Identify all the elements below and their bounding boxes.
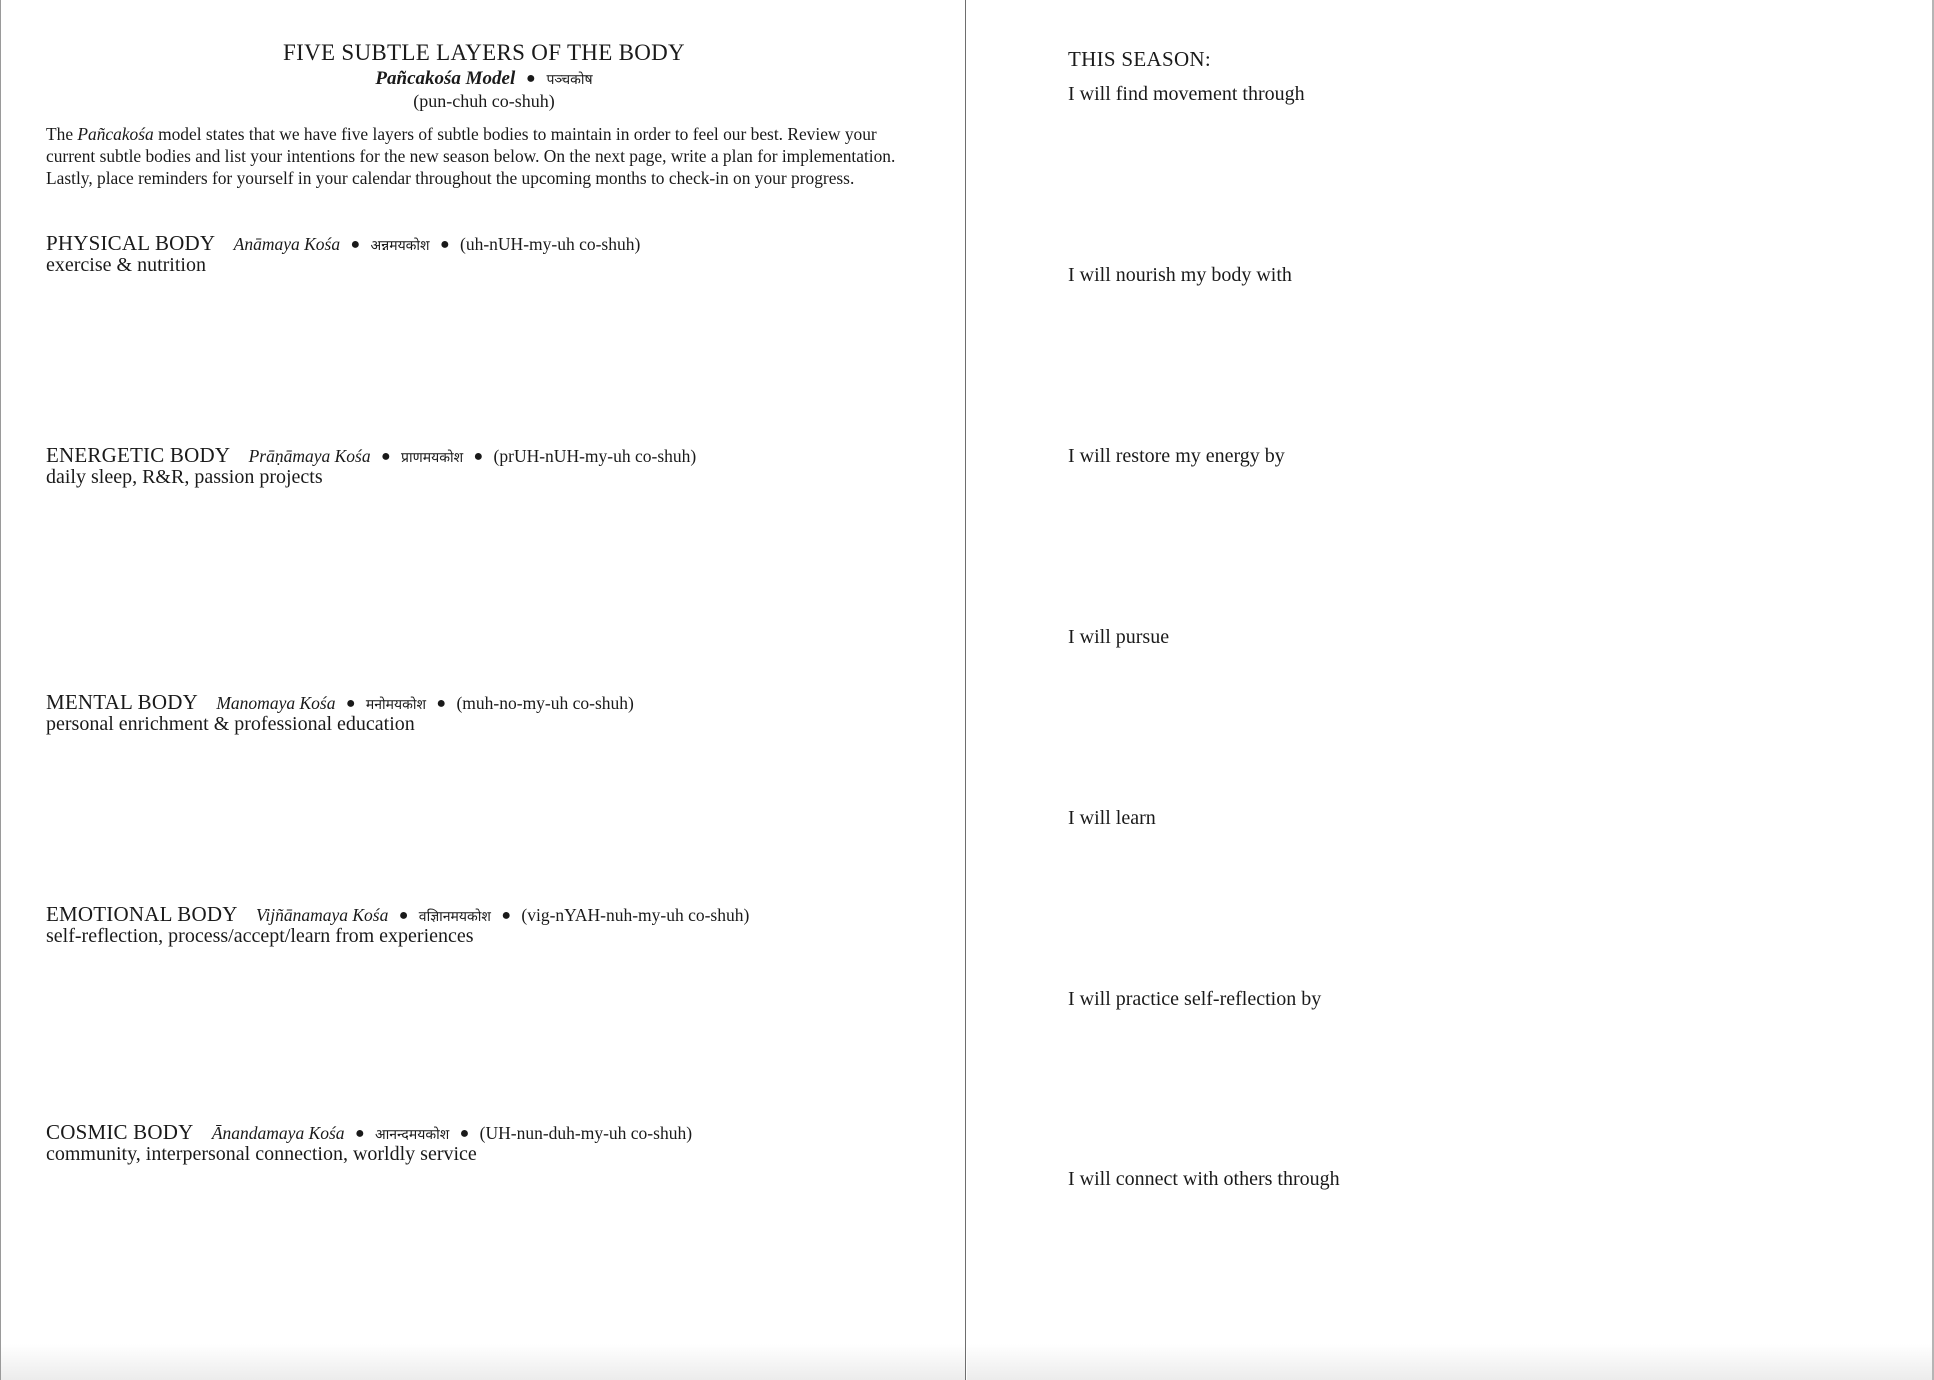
layer-mental xyxy=(46,690,946,736)
prompt-pursue: I will pursue xyxy=(1068,626,1170,648)
page-bottom-shadow xyxy=(1,1344,965,1380)
layer-term: Ānandamaya Kośa xyxy=(211,1123,345,1143)
layer-name: ENERGETIC BODY xyxy=(46,443,231,467)
page-bottom-shadow xyxy=(967,1344,1932,1380)
layer-heading xyxy=(46,443,946,468)
bullet-icon: ● xyxy=(350,236,361,253)
prompt-learn: I will learn xyxy=(1068,807,1156,829)
layer-pronunciation: (vig-nYAH-nuh-my-uh co-shuh) xyxy=(521,905,750,925)
prompt-movement: I will find movement through xyxy=(1068,83,1305,105)
page-title: FIVE SUBTLE LAYERS OF THE BODY xyxy=(283,40,685,65)
layer-pronunciation: (prUH-nUH-my-uh co-shuh) xyxy=(493,446,697,466)
prompt-nourish: I will nourish my body with xyxy=(1068,264,1292,286)
layer-heading xyxy=(46,902,946,927)
layer-description: exercise & nutrition xyxy=(46,254,206,276)
subtitle-model: Pañcakośa Model xyxy=(375,68,516,89)
layer-physical xyxy=(46,231,946,277)
layer-pronunciation: (UH-nun-duh-my-uh co-shuh) xyxy=(479,1123,693,1143)
layer-emotional xyxy=(46,902,946,948)
layer-devanagari: अन्नमयकोश xyxy=(370,238,430,254)
right-page xyxy=(967,0,1934,1380)
layer-energetic xyxy=(46,443,946,489)
layer-term: Prāṇāmaya Kośa xyxy=(248,446,371,466)
layer-description: community, interpersonal connection, worldly service xyxy=(46,1143,477,1165)
subtitle-pronunciation: (pun-chuh co-shuh) xyxy=(413,91,555,111)
bullet-icon: ● xyxy=(526,70,536,87)
layer-devanagari: आनन्दमयकोश xyxy=(374,1127,450,1143)
left-page xyxy=(0,0,966,1380)
layer-heading xyxy=(46,1120,946,1145)
layer-term: Manomaya Kośa xyxy=(216,693,336,713)
layer-description: self-reflection, process/accept/learn from experiences xyxy=(46,925,474,947)
subtitle-devanagari: पञ्चकोष xyxy=(546,72,593,88)
bullet-icon: ● xyxy=(473,448,484,465)
bullet-icon: ● xyxy=(501,907,511,924)
layer-heading xyxy=(46,690,946,715)
bullet-icon: ● xyxy=(459,1125,470,1142)
page-subtitle xyxy=(1,68,967,90)
bullet-icon: ● xyxy=(436,695,447,712)
layer-name: COSMIC BODY xyxy=(46,1120,194,1144)
layer-name: MENTAL BODY xyxy=(46,690,198,714)
layer-heading xyxy=(46,231,946,256)
prompt-self-reflection: I will practice self-reflection by xyxy=(1068,988,1322,1010)
layer-pronunciation: (uh-nUH-my-uh co-shuh) xyxy=(460,234,641,254)
bullet-icon: ● xyxy=(345,695,356,712)
intro-text: model states that we have five layers of subtle bodies to maintain in order to feel our best. Review your current subtle bodies and list your intentions for the new season below. On the next page, write a plan for implementation. Lastly, place reminders for yourself in your calendar throughout the upcoming months to check-in on your progress. xyxy=(46,124,896,188)
intro-paragraph xyxy=(46,123,916,189)
layer-description: daily sleep, R&R, passion projects xyxy=(46,466,323,488)
intro-term: Pañcakośa xyxy=(77,124,154,144)
bullet-icon: ● xyxy=(354,1125,365,1142)
layer-devanagari: मनोमयकोश xyxy=(365,697,427,713)
prompt-restore-energy: I will restore my energy by xyxy=(1068,445,1285,467)
season-title: THIS SEASON: xyxy=(1068,47,1212,71)
prompt-connect: I will connect with others through xyxy=(1068,1168,1340,1190)
layer-devanagari: वज्ञिानमयकोश xyxy=(418,909,491,925)
layer-pronunciation: (muh-no-my-uh co-shuh) xyxy=(456,693,634,713)
layer-description: personal enrichment & professional education xyxy=(46,713,415,735)
intro-lead: The xyxy=(46,124,74,144)
bullet-icon: ● xyxy=(380,448,391,465)
bullet-icon: ● xyxy=(398,907,409,924)
bullet-icon: ● xyxy=(439,236,450,253)
layer-name: PHYSICAL BODY xyxy=(46,231,216,255)
layer-term: Vijñānamaya Kośa xyxy=(255,905,389,925)
layer-term: Anāmaya Kośa xyxy=(233,234,341,254)
layer-devanagari: प्राणमयकोश xyxy=(401,450,464,466)
layer-cosmic xyxy=(46,1120,946,1166)
layer-name: EMOTIONAL BODY xyxy=(46,902,238,926)
